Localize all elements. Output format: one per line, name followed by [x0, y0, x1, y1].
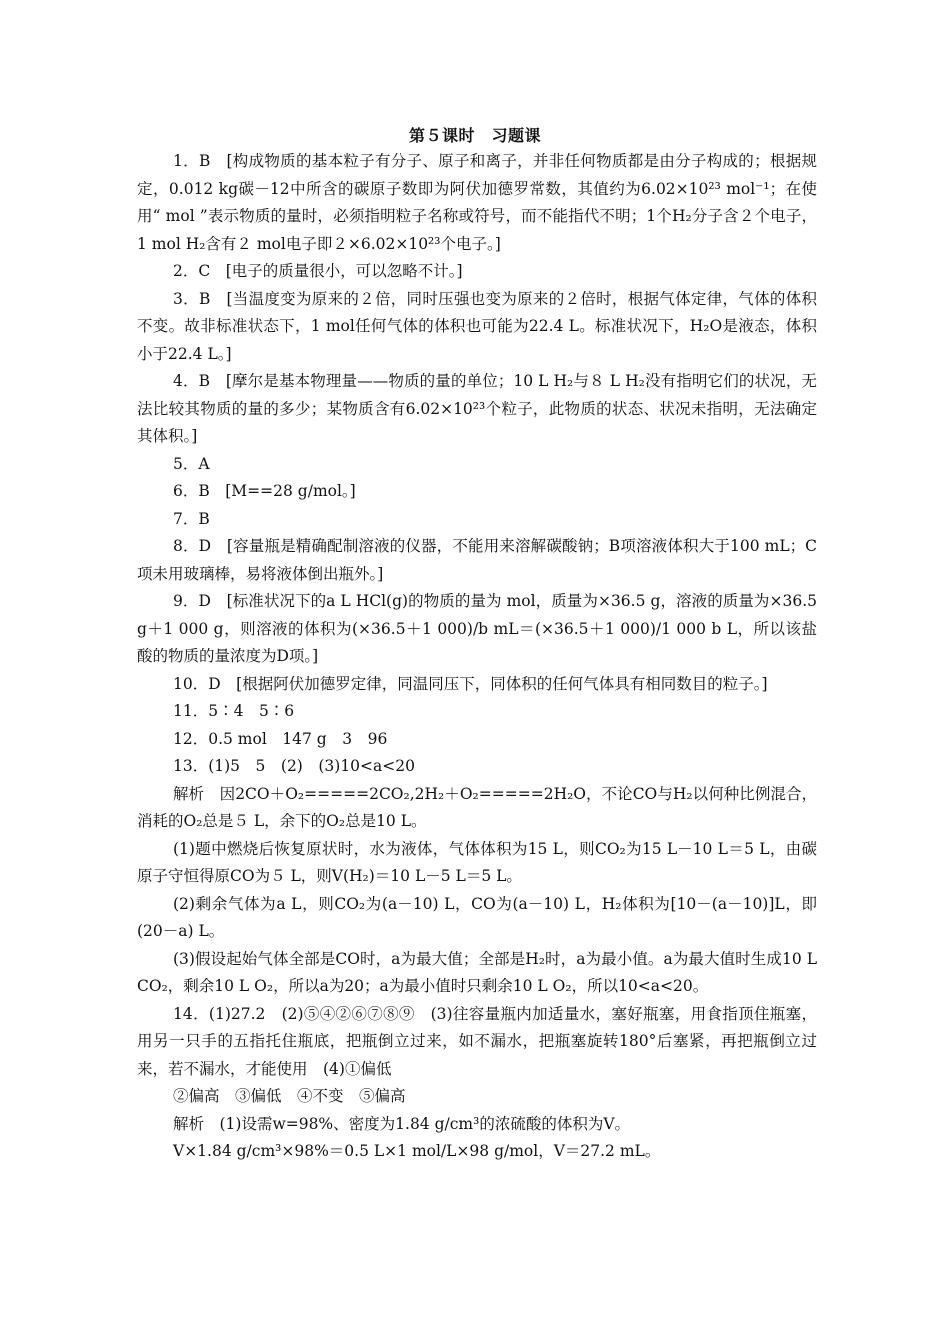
answer-7: 7．B [173, 509, 210, 528]
answer-4: 4．B [摩尔是基本物理量——物质的量的单位；10 L H₂与８ L H₂没有指明它们的状况，无法比较其物质的量的多少；某物质含有6.02×10²³个粒子，此物质的状态、状况未指明，无法确定其体积。] [137, 372, 817, 445]
analysis-13-part-1: (1)题中燃烧后恢复原状时，水为液体，气体体积为15 L，则CO₂为15 L－10 L＝5 L，由碳原子守恒得原CO为５ L，则V(H₂)＝10 L－5 L＝5 L。 [137, 839, 817, 885]
answer-3: 3．B [当温度变为原来的２倍，同时压强也变为原来的２倍时，根据气体定律，气体的体积不变。故非标准状态下，1 mol任何气体的体积也可能为22.4 L。标准状况下，H₂O是液态，体积小于22.4 L。] [137, 289, 817, 363]
analysis-14: 解析 (1)设需w=98%、密度为1.84 g/cm³的浓硫酸的体积为V。 [173, 1114, 631, 1133]
answer-5: 5．A [173, 454, 210, 473]
answer-1: 1．B [构成物质的基本粒子有分子、原子和离子，并非任何物质都是由分子构成的；根据规定，0.012 kg碳－12中所含的碳原子数即为阿伏加德罗常数，其值约为6.02×10²³ mol⁻¹；在使用“ mol ”表示物质的量时，必须指明粒子名称或符号，而不能指代不明；1个H₂分子含２个电子，1 mol H₂含有２ mol电子即２×6.02×10²³个电子。] [137, 152, 817, 253]
answer-13: 13．(1)5 5 (2) (3)10<a<20 [173, 757, 415, 775]
answer-2: 2．C [电子的质量很小，可以忽略不计。] [173, 262, 463, 280]
analysis-13-part-2: (2)剩余气体为a L，则CO₂为(a－10) L，CO为(a－10) L，H₂体积为[10－(a－10)]L，即(20－a) L。 [137, 894, 817, 940]
answer-14-continued: ②偏高 ③偏低 ④不变 ⑤偏高 [173, 1087, 406, 1105]
answer-12: 12．0.5 mol 147 g 3 96 [173, 729, 388, 748]
analysis-13: 解析 因2CO＋O₂=====2CO₂,2H₂＋O₂=====2H₂O，不论CO与H₂以何种比例混合，消耗的O₂总是５ L，余下的O₂总是10 L。 [137, 784, 817, 830]
page-title: 第５课时 习题课 [408, 126, 541, 145]
answer-6: 6．B [M==28 g/mol。] [173, 482, 356, 500]
answer-14: 14．(1)27.2 (2)⑤④②⑥⑦⑧⑨ (3)往容量瓶内加适量水，塞好瓶塞，用食指顶住瓶塞，用另一只手的五指托住瓶底，把瓶倒立过来，如不漏水，把瓶塞旋转180°后塞紧，再把瓶倒立过来，若不漏水，才能使用 (4)①偏低 [137, 1004, 817, 1078]
answer-10: 10．D [根据阿伏加德罗定律，同温同压下，同体积的任何气体具有相同数目的粒子。] [173, 674, 768, 693]
analysis-14-equation: V×1.84 g/cm³×98%＝0.5 L×1 mol/L×98 g/mol，V＝27.2 mL。 [173, 1142, 661, 1160]
answer-body [137, 148, 817, 1166]
analysis-13-part-3: (3)假设起始气体全部是CO时，a为最大值；全部是H₂时，a为最小值。a为最大值时生成10 L CO₂，剩余10 L O₂，所以a为20；a为最小值时只剩余10 L O₂，所以10<a<20。 [137, 949, 817, 995]
answer-9: 9．D [标准状况下的a L HCl(g)的物质的量为 mol，质量为×36.5 g，溶液的质量为×36.5 g＋1 000 g，则溶液的体积为(×36.5＋1 000)/b mL＝(×36.5＋1 000)/1 000 b L，所以该盐酸的物质的量浓度为D项。] [137, 592, 817, 665]
answer-8: 8．D [容量瓶是精确配制溶液的仪器，不能用来溶解碳酸钠；B项溶液体积大于100 mL；C项未用玻璃棒，易将液体倒出瓶外。] [137, 537, 817, 583]
answer-11: 11．5∶4 5∶6 [173, 702, 295, 720]
